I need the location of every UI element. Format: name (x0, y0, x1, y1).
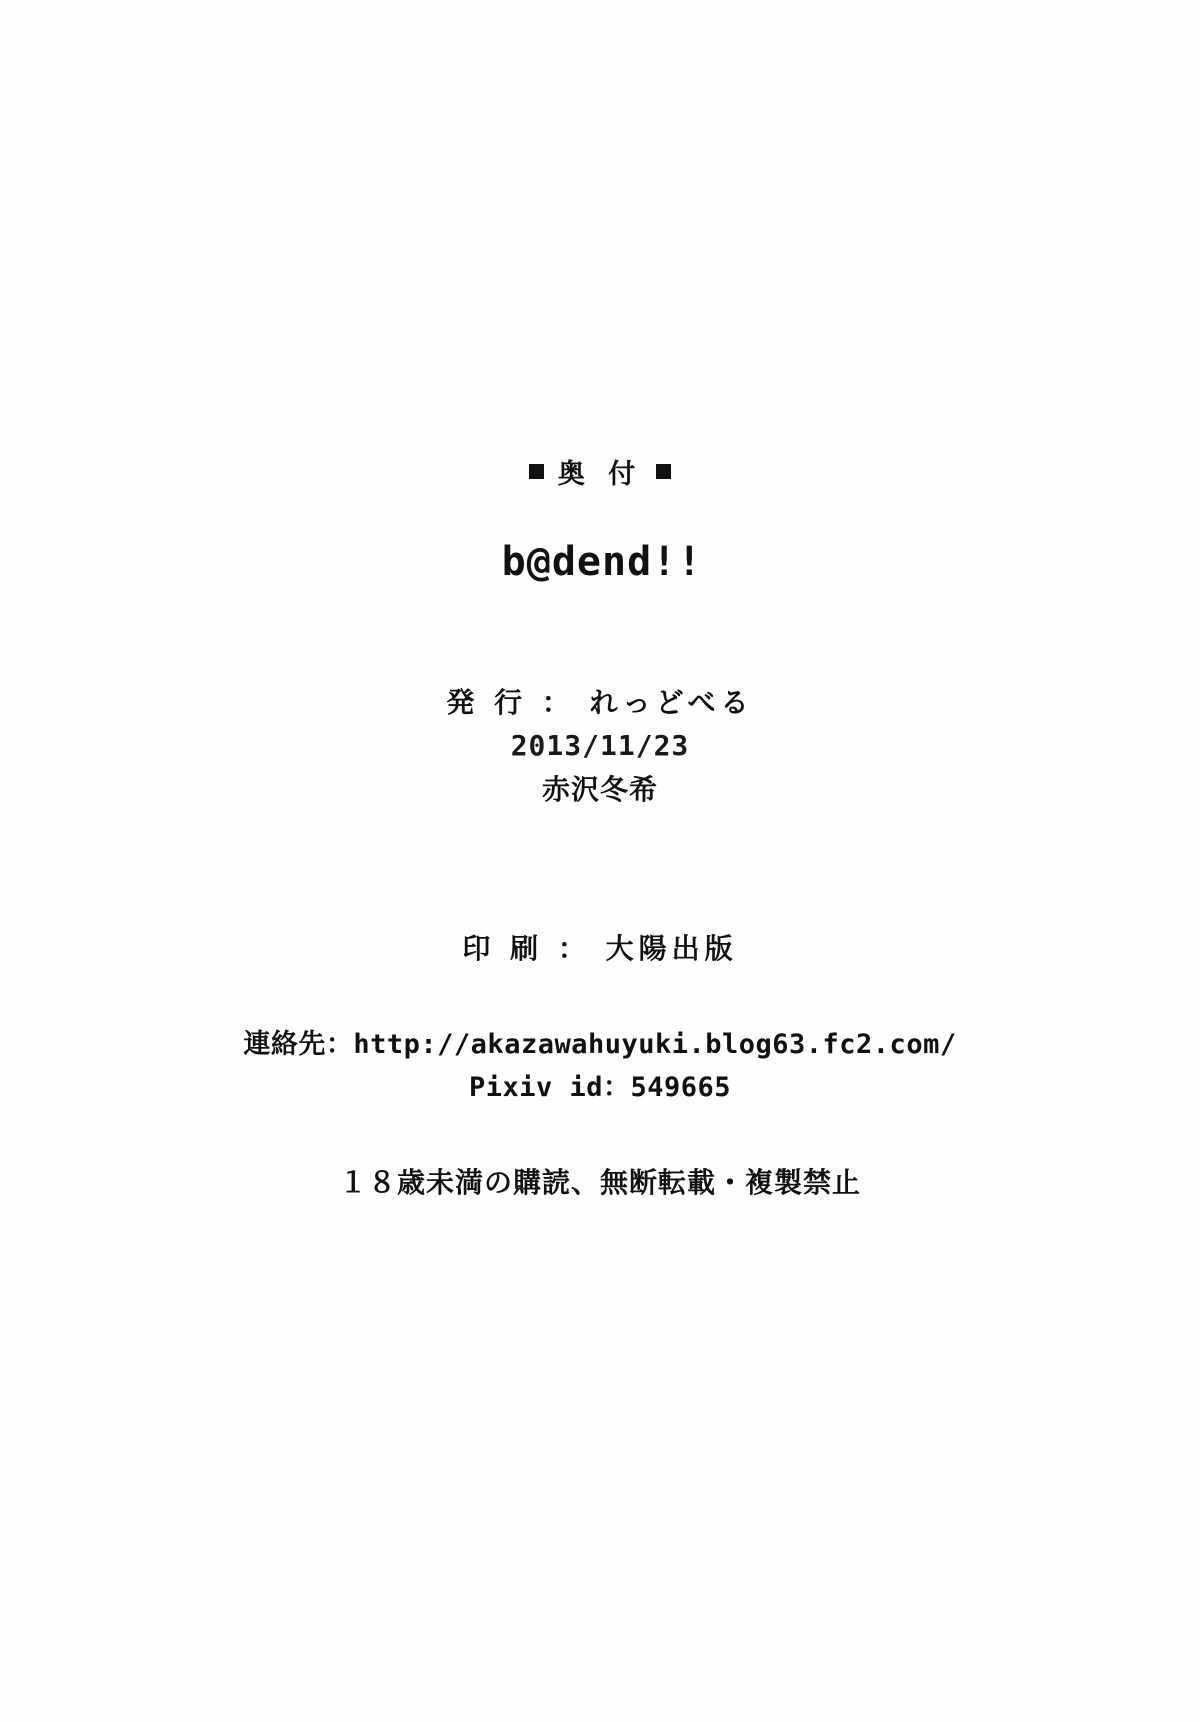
contact-url-line[interactable]: 連絡先：http://akazawahuyuki.blog63.fc2.com/ (243, 1028, 957, 1060)
publisher-line: 発 行 ： れっどべる (446, 686, 754, 719)
work-title: b@dend!! (501, 539, 703, 585)
author-name: 赤沢冬希 (541, 772, 658, 806)
notice-block (0, 1161, 1200, 1201)
publisher-block (0, 681, 1200, 811)
colophon-heading-label: 奥 付 (557, 459, 643, 490)
printer-block (0, 927, 1200, 970)
publication-date: 2013/11/23 (510, 729, 690, 763)
colophon-heading (0, 452, 1200, 491)
age-restriction-notice: １８歳未満の購読、無断転載・複製禁止 (338, 1165, 861, 1199)
square-bullet-right-icon (656, 464, 671, 479)
square-bullet-left-icon (529, 464, 544, 479)
printer-line: 印 刷 ： 大陽出版 (462, 932, 738, 966)
colophon (0, 452, 1200, 1201)
pixiv-id-line: Pixiv id：549665 (468, 1071, 732, 1103)
contact-block (0, 1023, 1200, 1109)
